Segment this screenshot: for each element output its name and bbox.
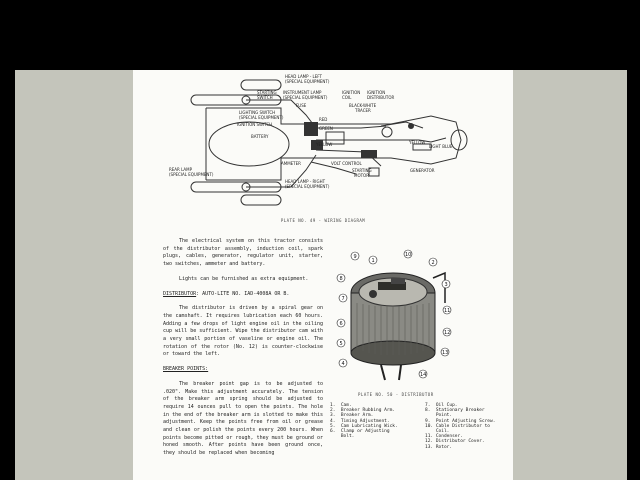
- label-starting-motor: STARTING: [352, 168, 372, 173]
- manual-page: [133, 70, 513, 480]
- distributor-caption: PLATE NO. 50 - DISTRIBUTOR: [358, 392, 434, 397]
- label-black-white: BLACK-WHITE: [349, 103, 377, 108]
- legend-item: 5. Cam Lubricating Wick.: [330, 423, 398, 429]
- label-starting-motor-2: MOTOR: [354, 173, 369, 178]
- label-starting-switch: STARTING: [257, 90, 277, 95]
- lights-paragraph: Lights can be furnished as extra equipment.: [179, 275, 309, 282]
- intro-paragraph: The electrical system on this tractor consists of the distributor assembly, induction coil, spark plugs, cables, generator, regulator unit, starter, two switches, ammeter and battery.: [163, 238, 323, 268]
- label-ignition-switch: IGNITION SWITCH: [237, 122, 273, 127]
- label-instrument-lamp: INSTRUMENT LAMP: [283, 90, 322, 95]
- callout-5: 5: [339, 340, 343, 347]
- callout-14: 14: [420, 371, 427, 378]
- label-fuse: FUSE: [296, 103, 307, 108]
- wiring-diagram-caption: PLATE NO. 49 - WIRING DIAGRAM: [280, 218, 366, 223]
- label-ignition-coil: IGNITION: [342, 90, 361, 95]
- legend-item: 8. Stationary Breaker: [425, 408, 485, 414]
- label-lighting-switch-sub: (SPECIAL EQUIPMENT): [239, 115, 284, 120]
- distributor-photo: [333, 248, 453, 383]
- label-head-lamp-left: HEAD LAMP - LEFT: [285, 74, 322, 79]
- label-lighting-switch: LIGHTING SWITCH: [239, 110, 276, 115]
- callout-3: 3: [444, 281, 448, 288]
- label-volt-control: VOLT CONTROL: [331, 161, 362, 166]
- label-light-blue: LIGHT BLUE: [429, 144, 453, 149]
- label-starting-switch-2: SWITCH: [257, 95, 273, 100]
- legend-item: Point.: [425, 413, 453, 419]
- legend-item: 10. Cable Distributor to: [425, 423, 491, 429]
- legend-item: 1. Cam.: [330, 403, 352, 408]
- legend-item: 3. Breaker Arm.: [330, 413, 374, 419]
- label-head-lamp-right: HEAD LAMP - RIGHT: [285, 179, 326, 184]
- legend-item: Bolt.: [330, 434, 355, 440]
- label-rear-lamp: REAR LAMP: [169, 167, 193, 172]
- label-head-lamp-left-sub: (SPECIAL EQUIPMENT): [285, 79, 330, 84]
- distributor-paragraph: The distributor is driven by a spiral gear on the camshaft. It requires lubrication each 60 hours. Adding a few drops of light engine oil in the oiling cup will be sufficient. Wipe the distributor cam with a very small portion of vaseline or engine oil. The rotation of the rotor (No. 12) is counter-clockwise or toward the left.: [163, 305, 323, 358]
- callout-9: 9: [353, 253, 357, 260]
- text-column: [163, 238, 323, 465]
- label-ignition-distributor-2: DISTRIBUTOR: [367, 95, 395, 100]
- legend-item: 7. Oil Cup.: [425, 403, 458, 408]
- label-ignition-distributor: IGNITION: [367, 90, 386, 95]
- callout-2: 2: [431, 259, 435, 266]
- distributor-heading: DISTRIBUTOR: [163, 290, 197, 297]
- label-red: RED: [319, 117, 328, 122]
- label-ignition-coil-2: COIL: [342, 95, 352, 100]
- legend-item: Coil.: [425, 429, 450, 435]
- distributor-heading-line: [163, 291, 323, 299]
- legend-item: 12. Distributor Cover.: [425, 439, 485, 445]
- label-head-lamp-right-sub: (SPECIAL EQUIPMENT): [285, 184, 330, 189]
- callout-11: 11: [444, 307, 451, 314]
- callout-4: 4: [341, 360, 345, 367]
- callout-13: 13: [442, 349, 449, 356]
- callout-8: 8: [339, 275, 343, 282]
- legend-column-left: [330, 403, 416, 439]
- label-yellow-2: YELLOW: [409, 140, 426, 145]
- legend-item: 4. Timing Adjustment.: [330, 418, 390, 424]
- callout-6: 6: [339, 320, 343, 327]
- legend-column-right: [425, 403, 511, 450]
- label-green: GREEN: [319, 126, 333, 131]
- label-ammeter: AMMETER: [281, 161, 301, 166]
- label-rear-lamp-sub: (SPECIAL EQUIPMENT): [169, 172, 214, 177]
- legend-item: 11. Condenser.: [425, 434, 463, 440]
- legend-item: 13. Rotor.: [425, 444, 453, 450]
- callout-10: 10: [405, 251, 412, 258]
- label-battery: BATTERY: [251, 134, 269, 139]
- callout-7: 7: [341, 295, 345, 302]
- label-tracer: TRACER: [355, 108, 371, 113]
- callout-1: 1: [371, 257, 375, 264]
- breaker-paragraph: The breaker point gap is to be adjusted to .020". Make this adjustment accurately. The tension of the breaker arm spring should be adjusted to require 14 ounces pull to open the points. The hole in the end of the breaker arm is slotted to make this adjustment. Keep the points free from oil or grease and clean or polish the points every 200 hours. When points become pitted or rough, they must be ground or honed smooth. After points have been ground once, they should be replaced when becoming: [163, 380, 323, 457]
- label-yellow: YELLOW: [316, 142, 333, 147]
- distributor-model: : AUTO-LITE NO. IAD-4008A OR B.: [196, 290, 290, 297]
- legend-item: 2. Breaker Rubbing Arm.: [330, 408, 396, 414]
- wiring-diagram: [161, 70, 481, 215]
- label-instrument-lamp-sub: (SPECIAL EQUIPMENT): [283, 95, 328, 100]
- legend-item: 9. Point Adjusting Screw.: [425, 418, 496, 424]
- legend-item: 6. Clamp or Adjusting: [330, 429, 390, 435]
- breaker-heading: BREAKER POINTS:: [163, 366, 209, 373]
- callout-12: 12: [444, 329, 451, 336]
- label-generator: GENERATOR: [410, 168, 435, 173]
